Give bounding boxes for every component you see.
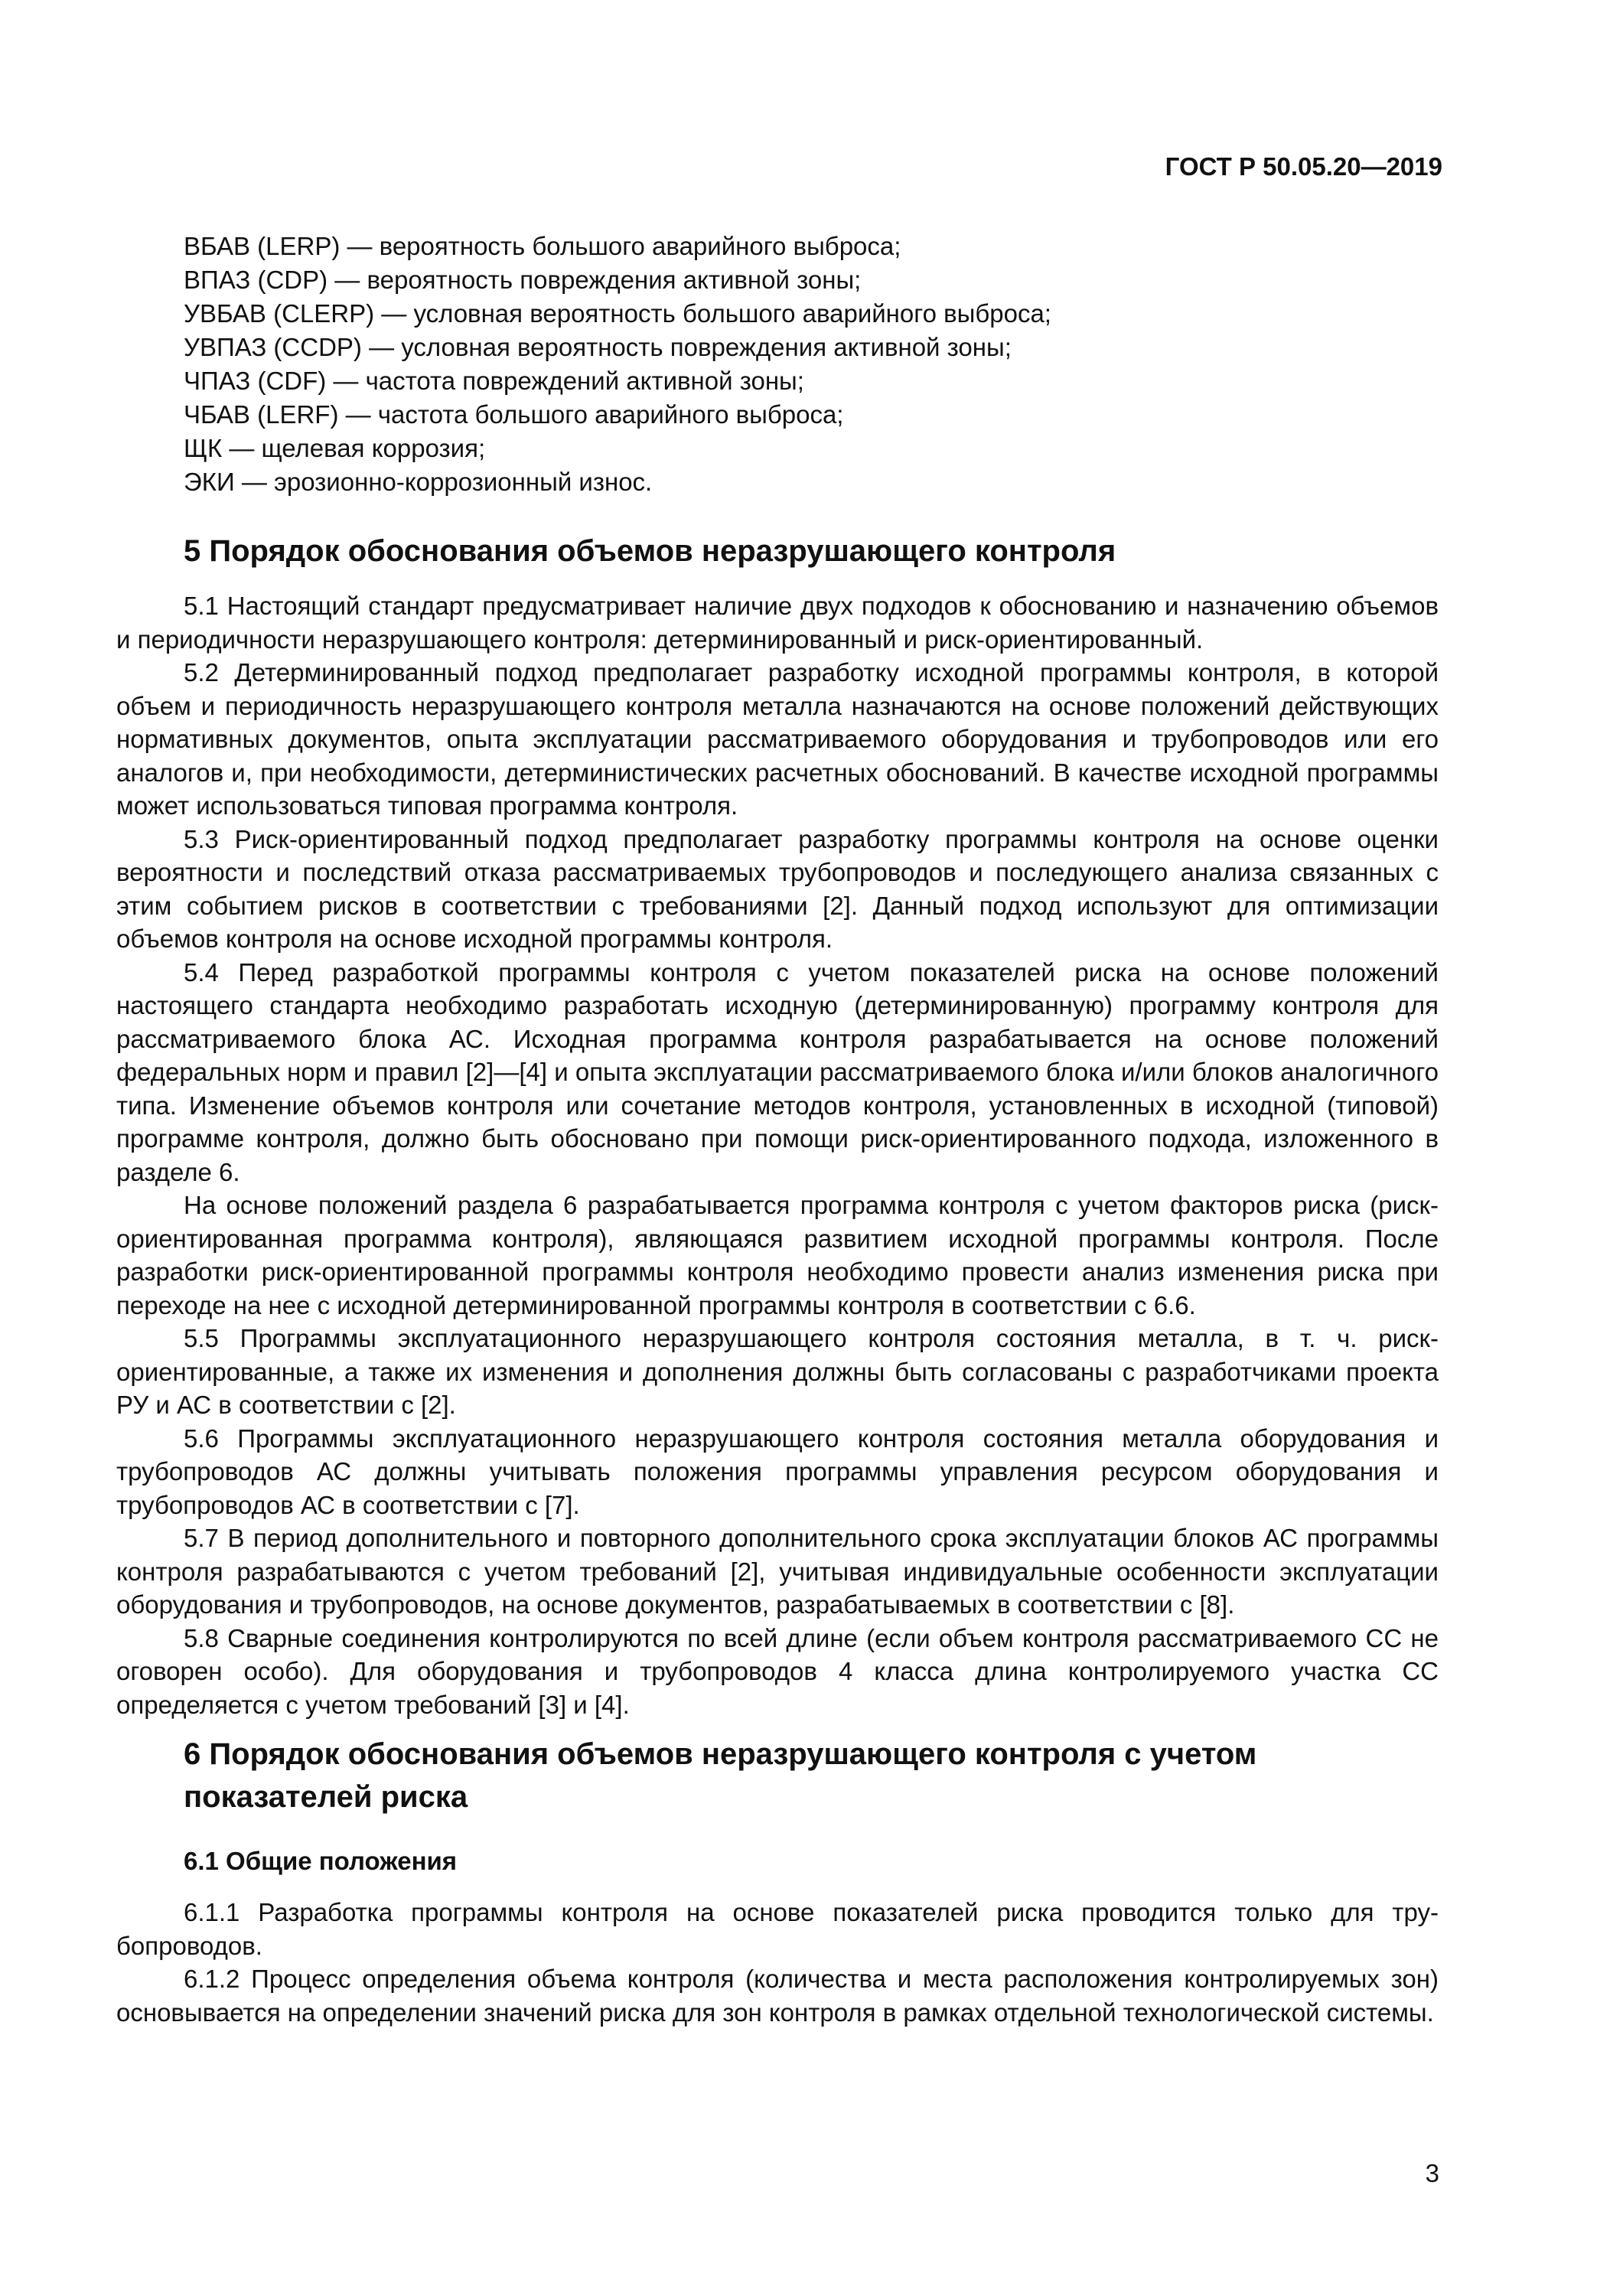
abbreviation-item: ВБАВ (LERP) — вероятность большого аварийного выброса; [184, 232, 901, 260]
section-6-heading: 6 Порядок обоснования объемов неразрушающего контроля с учетом показателей риска [184, 1737, 1257, 1814]
paragraph-5-2: 5.2 Детерминированный подход предполагает разработку исходной программы контроля, в которой объем и периодичность неразрушающего контроля металла назначаются на основе положений действующих нормативных документов, опыта эксплуатации рассматриваемого оборудования и трубопроводов или его аналогов и, при необходимости, детерминистических расчетных обоснований. В качестве исходной программы может использоваться типовая программа контроля. [116, 658, 1439, 820]
abbreviation-item: ЩК — щелевая коррозия; [184, 434, 486, 462]
page-number: 3 [1425, 2159, 1439, 2187]
abbreviation-item: ЧПАЗ (CDF) — частота повреждений активной зоны; [184, 367, 804, 395]
paragraph-5-3: 5.3 Риск-ориентированный подход предполагает разработку программы контроля на основе оценки вероятности и последствий отказа рассматриваемых трубопроводов и последующего анализа связанных с этим событием рисков в соответствии с требованиями [2]. Данный подход используют для оптимизации объемов контроля на основе исходной программы контроля. [116, 824, 1439, 953]
abbreviation-item: УВБАВ (CLERP) — условная вероятность большого аварийного выброса; [184, 299, 1051, 328]
paragraph-5-6: 5.6 Программы эксплуатационного неразрушающего контроля состояния металла оборудования и трубопроводов АС должны учитывать положения программы управления ресурсом оборудования и трубопроводов АС в соответствии с [7]. [116, 1424, 1439, 1519]
document-header: ГОСТ Р 50.05.20—2019 [1165, 152, 1442, 181]
paragraph-5-5: 5.5 Программы эксплуатационного неразрушающего контроля состояния металла, в т. ч. рискориентированные, а также их изменения и дополнения должны быть согласованы с разработчиками проекта РУ и АС в соответствии с [2]. [116, 1324, 1439, 1419]
paragraph-5-8: 5.8 Сварные соединения контролируются по всей длине (если объем контроля рассматриваемого СС не оговорен особо). Для оборудования и трубопроводов 4 класса длина контролируемого участка СС определяется с учетом требований [3] и [4]. [116, 1623, 1439, 1719]
paragraph-6-1-2: 6.1.2 Процесс определения объема контроля (количества и места расположения контролируемых зон) основывается на определении значений риска для зон контроля в рамках отдельной технологической системы. [116, 1965, 1439, 2027]
paragraph-5-1: 5.1 Настоящий стандарт предусматривает наличие двух подходов к обоснованию и назначению объемов и периодичности неразрушающего контроля: детерминированный и риск-ориентированный. [116, 592, 1439, 654]
section-5-heading: 5 Порядок обоснования объемов неразрушающего контроля [184, 534, 1116, 568]
abbreviations-list [184, 230, 1439, 499]
paragraph-5-4: 5.4 Перед разработкой программы контроля с учетом показателей риска на основе положений настоящего стандарта необходимо разработать исходную (детерминированную) программу контроля для рассматриваемого блока АС. Исходная программа контроля разрабатывается на основе положений федеральных норм и правил [2]—[4] и опыта эксплуатации рассматриваемого блока и/или блоков аналогичного типа. Изменение объемов контроля или сочетание методов контроля, установленных в исходной (типовой) программе контроля, должно быть обосновано при помощи риск-ориентированного подхода, изложенного в разделе 6. [116, 957, 1439, 1186]
abbreviation-item: УВПАЗ (CCDP) — условная вероятность повреждения активной зоны; [184, 333, 1012, 361]
paragraph-5-4-continued: На основе положений раздела 6 разрабатывается программа контроля с учетом факторов риска (риск-ориентированная программа контроля), являющаяся развитием исходной программы контроля. После разработки риск-ориентированной программы контроля необходимо провести анализ изменения риска при переходе на нее с исходной детерминированной программы контроля в соответствии с 6.6. [116, 1191, 1439, 1319]
paragraph-5-7: 5.7 В период дополнительного и повторного дополнительного срока эксплуатации блоков АС программы контроля разрабатываются с учетом требований [2], учитывая индивидуальные особенности эксплуатации оборудования и трубопроводов, на основе документов, разрабатываемых в соответствии с [8]. [116, 1524, 1439, 1619]
section-6-body [116, 1896, 1439, 2029]
abbreviation-item: ЭКИ — эрозионно-коррозионный износ. [184, 468, 653, 496]
abbreviation-item: ЧБАВ (LERF) — частота большого аварийного выброса; [184, 400, 844, 429]
subsection-6-1-heading: 6.1 Общие положения [184, 1847, 458, 1875]
section-5-body [116, 589, 1439, 1721]
paragraph-6-1-1: 6.1.1 Разработка программы контроля на основе показателей риска проводится только для трубопроводов. [116, 1898, 1439, 1960]
abbreviation-item: ВПАЗ (CDP) — вероятность повреждения активной зоны; [184, 266, 862, 294]
